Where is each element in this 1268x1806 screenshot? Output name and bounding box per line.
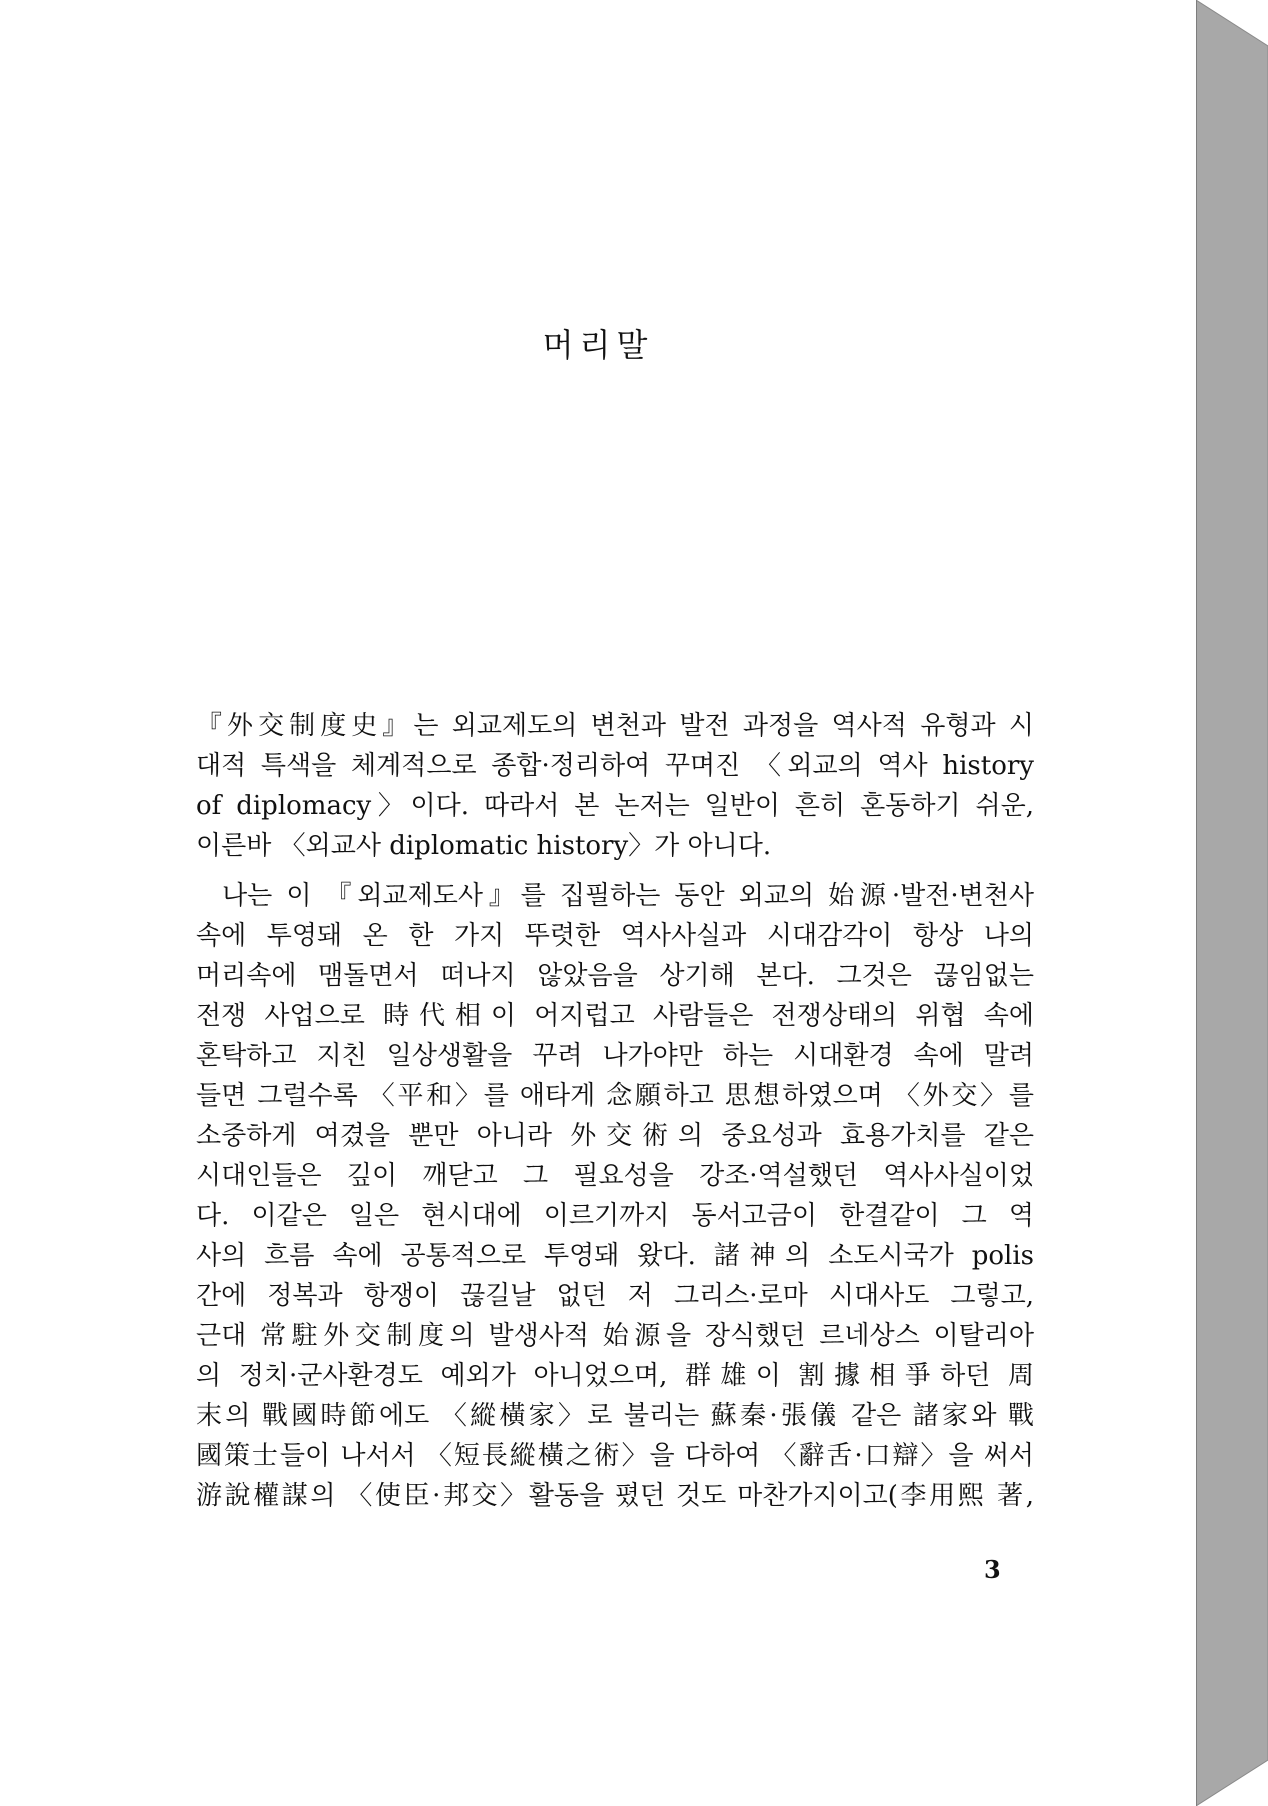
- text-line: 소중하게 여겼을 뿐만 아니라 外交術의 중요성과 효용가치를 같은: [196, 1121, 1034, 1151]
- text-line: 나는 이 『외교제도사』를 집필하는 동안 외교의 始源·발전·변천사: [222, 881, 1034, 911]
- text-line: 혼탁하고 지친 일상생활을 꾸려 나가야만 하는 시대환경 속에 말려: [196, 1041, 1034, 1071]
- page-title: 머리말: [542, 326, 654, 364]
- text-line: 末의 戰國時節에도 〈縱橫家〉로 불리는 蘇秦·張儀 같은 諸家와 戰: [196, 1401, 1034, 1431]
- text-line: 간에 정복과 항쟁이 끊길날 없던 저 그리스·로마 시대사도 그렇고,: [196, 1281, 1034, 1311]
- paragraph-gap: [196, 866, 1034, 876]
- text-line: 속에 투영돼 온 한 가지 뚜렷한 역사사실과 시대감각이 항상 나의: [196, 921, 1034, 951]
- text-line: 대적 특색을 체계적으로 종합·정리하여 꾸며진 〈외교의 역사 history: [196, 751, 1034, 781]
- text-line: 사의 흐름 속에 공통적으로 투영돼 왔다. 諸神의 소도시국가 polis: [196, 1241, 1034, 1271]
- text-line: 國策士들이 나서서 〈短長縱橫之術〉을 다하여 〈辭舌·口辯〉을 써서: [196, 1441, 1034, 1471]
- text-line: 머리속에 맴돌면서 떠나지 않았음을 상기해 본다. 그것은 끊임없는: [196, 961, 1034, 991]
- text-line: 游說權謀의 〈使臣·邦交〉활동을 폈던 것도 마찬가지이고(李用熙 著,: [196, 1481, 1034, 1511]
- text-line: 전쟁 사업으로 時代相이 어지럽고 사람들은 전쟁상태의 위협 속에: [196, 1001, 1034, 1031]
- text-line: 다. 이같은 일은 현시대에 이르기까지 동서고금이 한결같이 그 역: [196, 1201, 1034, 1231]
- text-line: 『外交制度史』는 외교제도의 변천과 발전 과정을 역사적 유형과 시: [196, 711, 1034, 741]
- body-text: [196, 706, 1034, 1516]
- text-line: 들면 그럴수록 〈平和〉를 애타게 念願하고 思想하였으며 〈外交〉를: [196, 1081, 1034, 1111]
- page-number: 3: [984, 1555, 1001, 1584]
- text-line: 시대인들은 깊이 깨닫고 그 필요성을 강조·역설했던 역사사실이었: [196, 1161, 1034, 1191]
- text-line: 이른바 〈외교사 diplomatic history〉가 아니다.: [196, 831, 772, 861]
- text-line: 의 정치·군사환경도 예외가 아니었으며, 群雄이 割據相爭하던 周: [196, 1361, 1034, 1391]
- text-line: of diplomacy〉이다. 따라서 본 논저는 일반이 흔히 혼동하기 쉬운,: [196, 791, 1034, 821]
- page-thickness-edge: [1196, 0, 1268, 1806]
- text-line: 근대 常駐外交制度의 발생사적 始源을 장식했던 르네상스 이탈리아: [196, 1321, 1034, 1351]
